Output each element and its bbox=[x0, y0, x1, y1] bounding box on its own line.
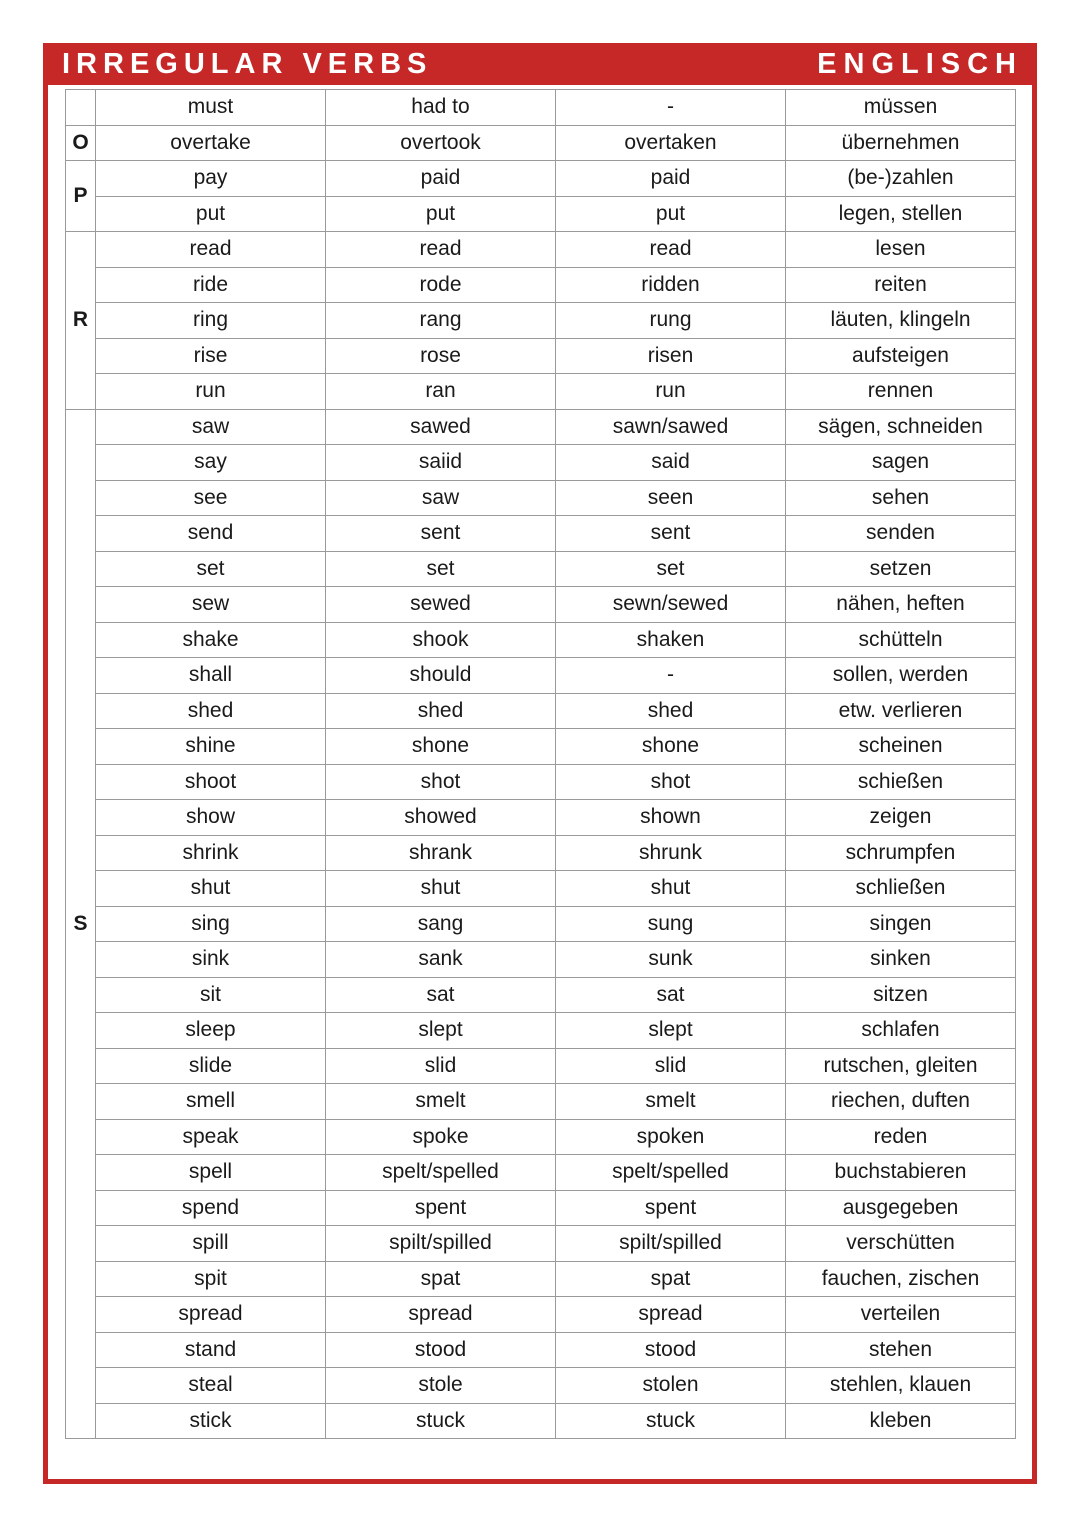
table-row bbox=[66, 161, 1016, 197]
participle-cell: spent bbox=[556, 1190, 786, 1226]
participle-cell: said bbox=[556, 445, 786, 481]
past-cell: slept bbox=[326, 1013, 556, 1049]
table-row bbox=[66, 1155, 1016, 1191]
participle-cell: shaken bbox=[556, 622, 786, 658]
german-cell: verschütten bbox=[786, 1226, 1016, 1262]
participle-cell: sawn/sawed bbox=[556, 409, 786, 445]
table-row bbox=[66, 1084, 1016, 1120]
infinitive-cell: read bbox=[96, 232, 326, 268]
participle-cell: shown bbox=[556, 800, 786, 836]
past-cell: spilt/spilled bbox=[326, 1226, 556, 1262]
past-cell: shook bbox=[326, 622, 556, 658]
infinitive-cell: send bbox=[96, 516, 326, 552]
german-cell: riechen, duften bbox=[786, 1084, 1016, 1120]
infinitive-cell: steal bbox=[96, 1368, 326, 1404]
participle-cell: sat bbox=[556, 977, 786, 1013]
letter-cell: S bbox=[66, 409, 96, 1439]
table-row bbox=[66, 338, 1016, 374]
table-row bbox=[66, 516, 1016, 552]
past-cell: sat bbox=[326, 977, 556, 1013]
participle-cell: shrunk bbox=[556, 835, 786, 871]
page-title: IRREGULAR VERBS bbox=[62, 48, 433, 80]
german-cell: verteilen bbox=[786, 1297, 1016, 1333]
german-cell: stehen bbox=[786, 1332, 1016, 1368]
german-cell: scheinen bbox=[786, 729, 1016, 765]
german-cell: reden bbox=[786, 1119, 1016, 1155]
german-cell: zeigen bbox=[786, 800, 1016, 836]
table-row bbox=[66, 587, 1016, 623]
table-row bbox=[66, 1332, 1016, 1368]
participle-cell: stood bbox=[556, 1332, 786, 1368]
german-cell: rennen bbox=[786, 374, 1016, 410]
past-cell: spread bbox=[326, 1297, 556, 1333]
past-cell: overtook bbox=[326, 125, 556, 161]
past-cell: rang bbox=[326, 303, 556, 339]
participle-cell: sung bbox=[556, 906, 786, 942]
participle-cell: shed bbox=[556, 693, 786, 729]
past-cell: set bbox=[326, 551, 556, 587]
german-cell: sinken bbox=[786, 942, 1016, 978]
german-cell: rutschen, gleiten bbox=[786, 1048, 1016, 1084]
participle-cell: spoken bbox=[556, 1119, 786, 1155]
past-cell: stood bbox=[326, 1332, 556, 1368]
infinitive-cell: smell bbox=[96, 1084, 326, 1120]
table-row bbox=[66, 1261, 1016, 1297]
past-cell: spent bbox=[326, 1190, 556, 1226]
infinitive-cell: shall bbox=[96, 658, 326, 694]
past-cell: smelt bbox=[326, 1084, 556, 1120]
table-row bbox=[66, 1297, 1016, 1333]
infinitive-cell: shut bbox=[96, 871, 326, 907]
letter-cell: R bbox=[66, 232, 96, 410]
past-cell: rose bbox=[326, 338, 556, 374]
past-cell: sewed bbox=[326, 587, 556, 623]
table-row bbox=[66, 445, 1016, 481]
table-row bbox=[66, 693, 1016, 729]
past-cell: spat bbox=[326, 1261, 556, 1297]
table-row bbox=[66, 835, 1016, 871]
past-cell: sang bbox=[326, 906, 556, 942]
infinitive-cell: sit bbox=[96, 977, 326, 1013]
infinitive-cell: slide bbox=[96, 1048, 326, 1084]
table-row bbox=[66, 303, 1016, 339]
past-cell: stuck bbox=[326, 1403, 556, 1439]
infinitive-cell: spend bbox=[96, 1190, 326, 1226]
participle-cell: ridden bbox=[556, 267, 786, 303]
german-cell: sollen, werden bbox=[786, 658, 1016, 694]
infinitive-cell: set bbox=[96, 551, 326, 587]
past-cell: spelt/spelled bbox=[326, 1155, 556, 1191]
participle-cell: shone bbox=[556, 729, 786, 765]
infinitive-cell: spill bbox=[96, 1226, 326, 1262]
participle-cell: read bbox=[556, 232, 786, 268]
table-row bbox=[66, 1013, 1016, 1049]
letter-cell bbox=[66, 90, 96, 126]
infinitive-cell: shake bbox=[96, 622, 326, 658]
past-cell: ran bbox=[326, 374, 556, 410]
table-row bbox=[66, 1048, 1016, 1084]
infinitive-cell: ring bbox=[96, 303, 326, 339]
german-cell: etw. verlieren bbox=[786, 693, 1016, 729]
infinitive-cell: sink bbox=[96, 942, 326, 978]
past-cell: shut bbox=[326, 871, 556, 907]
infinitive-cell: sew bbox=[96, 587, 326, 623]
participle-cell: risen bbox=[556, 338, 786, 374]
participle-cell: spelt/spelled bbox=[556, 1155, 786, 1191]
table-row bbox=[66, 232, 1016, 268]
german-cell: legen, stellen bbox=[786, 196, 1016, 232]
german-cell: schütteln bbox=[786, 622, 1016, 658]
past-cell: showed bbox=[326, 800, 556, 836]
table-row bbox=[66, 1403, 1016, 1439]
german-cell: schlafen bbox=[786, 1013, 1016, 1049]
participle-cell: - bbox=[556, 658, 786, 694]
table-row bbox=[66, 764, 1016, 800]
german-cell: setzen bbox=[786, 551, 1016, 587]
table-row bbox=[66, 1368, 1016, 1404]
participle-cell: sewn/sewed bbox=[556, 587, 786, 623]
participle-cell: rung bbox=[556, 303, 786, 339]
german-cell: schließen bbox=[786, 871, 1016, 907]
participle-cell: overtaken bbox=[556, 125, 786, 161]
german-cell: sagen bbox=[786, 445, 1016, 481]
table-row bbox=[66, 125, 1016, 161]
german-cell: übernehmen bbox=[786, 125, 1016, 161]
table-row bbox=[66, 551, 1016, 587]
infinitive-cell: overtake bbox=[96, 125, 326, 161]
table-row bbox=[66, 196, 1016, 232]
past-cell: had to bbox=[326, 90, 556, 126]
german-cell: kleben bbox=[786, 1403, 1016, 1439]
infinitive-cell: speak bbox=[96, 1119, 326, 1155]
table-row bbox=[66, 800, 1016, 836]
infinitive-cell: shrink bbox=[96, 835, 326, 871]
past-cell: should bbox=[326, 658, 556, 694]
german-cell: sitzen bbox=[786, 977, 1016, 1013]
table-row bbox=[66, 480, 1016, 516]
irregular-verbs-table bbox=[65, 89, 1016, 1439]
table-row bbox=[66, 942, 1016, 978]
letter-cell: O bbox=[66, 125, 96, 161]
participle-cell: stolen bbox=[556, 1368, 786, 1404]
german-cell: sägen, schneiden bbox=[786, 409, 1016, 445]
table-row bbox=[66, 622, 1016, 658]
past-cell: sawed bbox=[326, 409, 556, 445]
participle-cell: put bbox=[556, 196, 786, 232]
past-cell: shrank bbox=[326, 835, 556, 871]
infinitive-cell: stand bbox=[96, 1332, 326, 1368]
participle-cell: sent bbox=[556, 516, 786, 552]
german-cell: senden bbox=[786, 516, 1016, 552]
german-cell: müssen bbox=[786, 90, 1016, 126]
infinitive-cell: run bbox=[96, 374, 326, 410]
infinitive-cell: ride bbox=[96, 267, 326, 303]
infinitive-cell: shoot bbox=[96, 764, 326, 800]
participle-cell: slept bbox=[556, 1013, 786, 1049]
participle-cell: seen bbox=[556, 480, 786, 516]
past-cell: put bbox=[326, 196, 556, 232]
subject-label: ENGLISCH bbox=[817, 48, 1023, 80]
infinitive-cell: show bbox=[96, 800, 326, 836]
german-cell: fauchen, zischen bbox=[786, 1261, 1016, 1297]
german-cell: sehen bbox=[786, 480, 1016, 516]
infinitive-cell: spit bbox=[96, 1261, 326, 1297]
table-row bbox=[66, 658, 1016, 694]
table-row bbox=[66, 90, 1016, 126]
past-cell: read bbox=[326, 232, 556, 268]
infinitive-cell: spread bbox=[96, 1297, 326, 1333]
infinitive-cell: see bbox=[96, 480, 326, 516]
table-row bbox=[66, 1190, 1016, 1226]
past-cell: stole bbox=[326, 1368, 556, 1404]
infinitive-cell: saw bbox=[96, 409, 326, 445]
infinitive-cell: say bbox=[96, 445, 326, 481]
past-cell: shot bbox=[326, 764, 556, 800]
table-body bbox=[66, 90, 1016, 1439]
participle-cell: stuck bbox=[556, 1403, 786, 1439]
table-row bbox=[66, 906, 1016, 942]
table-row bbox=[66, 1119, 1016, 1155]
past-cell: slid bbox=[326, 1048, 556, 1084]
german-cell: lesen bbox=[786, 232, 1016, 268]
participle-cell: - bbox=[556, 90, 786, 126]
participle-cell: run bbox=[556, 374, 786, 410]
participle-cell: shot bbox=[556, 764, 786, 800]
past-cell: saiid bbox=[326, 445, 556, 481]
participle-cell: spat bbox=[556, 1261, 786, 1297]
table-row bbox=[66, 977, 1016, 1013]
infinitive-cell: sing bbox=[96, 906, 326, 942]
participle-cell: spread bbox=[556, 1297, 786, 1333]
infinitive-cell: shine bbox=[96, 729, 326, 765]
participle-cell: smelt bbox=[556, 1084, 786, 1120]
table-row bbox=[66, 1226, 1016, 1262]
german-cell: schießen bbox=[786, 764, 1016, 800]
infinitive-cell: put bbox=[96, 196, 326, 232]
infinitive-cell: pay bbox=[96, 161, 326, 197]
participle-cell: sunk bbox=[556, 942, 786, 978]
participle-cell: set bbox=[556, 551, 786, 587]
infinitive-cell: stick bbox=[96, 1403, 326, 1439]
past-cell: rode bbox=[326, 267, 556, 303]
table-row bbox=[66, 409, 1016, 445]
infinitive-cell: must bbox=[96, 90, 326, 126]
german-cell: nähen, heften bbox=[786, 587, 1016, 623]
past-cell: paid bbox=[326, 161, 556, 197]
german-cell: buchstabieren bbox=[786, 1155, 1016, 1191]
past-cell: shone bbox=[326, 729, 556, 765]
table-row bbox=[66, 267, 1016, 303]
german-cell: (be-)zahlen bbox=[786, 161, 1016, 197]
participle-cell: spilt/spilled bbox=[556, 1226, 786, 1262]
infinitive-cell: rise bbox=[96, 338, 326, 374]
infinitive-cell: sleep bbox=[96, 1013, 326, 1049]
german-cell: stehlen, klauen bbox=[786, 1368, 1016, 1404]
table-row bbox=[66, 871, 1016, 907]
german-cell: aufsteigen bbox=[786, 338, 1016, 374]
infinitive-cell: shed bbox=[96, 693, 326, 729]
participle-cell: paid bbox=[556, 161, 786, 197]
letter-cell: P bbox=[66, 161, 96, 232]
participle-cell: slid bbox=[556, 1048, 786, 1084]
table-row bbox=[66, 374, 1016, 410]
past-cell: saw bbox=[326, 480, 556, 516]
table-row bbox=[66, 729, 1016, 765]
past-cell: spoke bbox=[326, 1119, 556, 1155]
past-cell: shed bbox=[326, 693, 556, 729]
german-cell: ausgegeben bbox=[786, 1190, 1016, 1226]
german-cell: läuten, klingeln bbox=[786, 303, 1016, 339]
past-cell: sank bbox=[326, 942, 556, 978]
german-cell: schrumpfen bbox=[786, 835, 1016, 871]
german-cell: singen bbox=[786, 906, 1016, 942]
infinitive-cell: spell bbox=[96, 1155, 326, 1191]
header-bar bbox=[43, 43, 1037, 85]
past-cell: sent bbox=[326, 516, 556, 552]
participle-cell: shut bbox=[556, 871, 786, 907]
german-cell: reiten bbox=[786, 267, 1016, 303]
